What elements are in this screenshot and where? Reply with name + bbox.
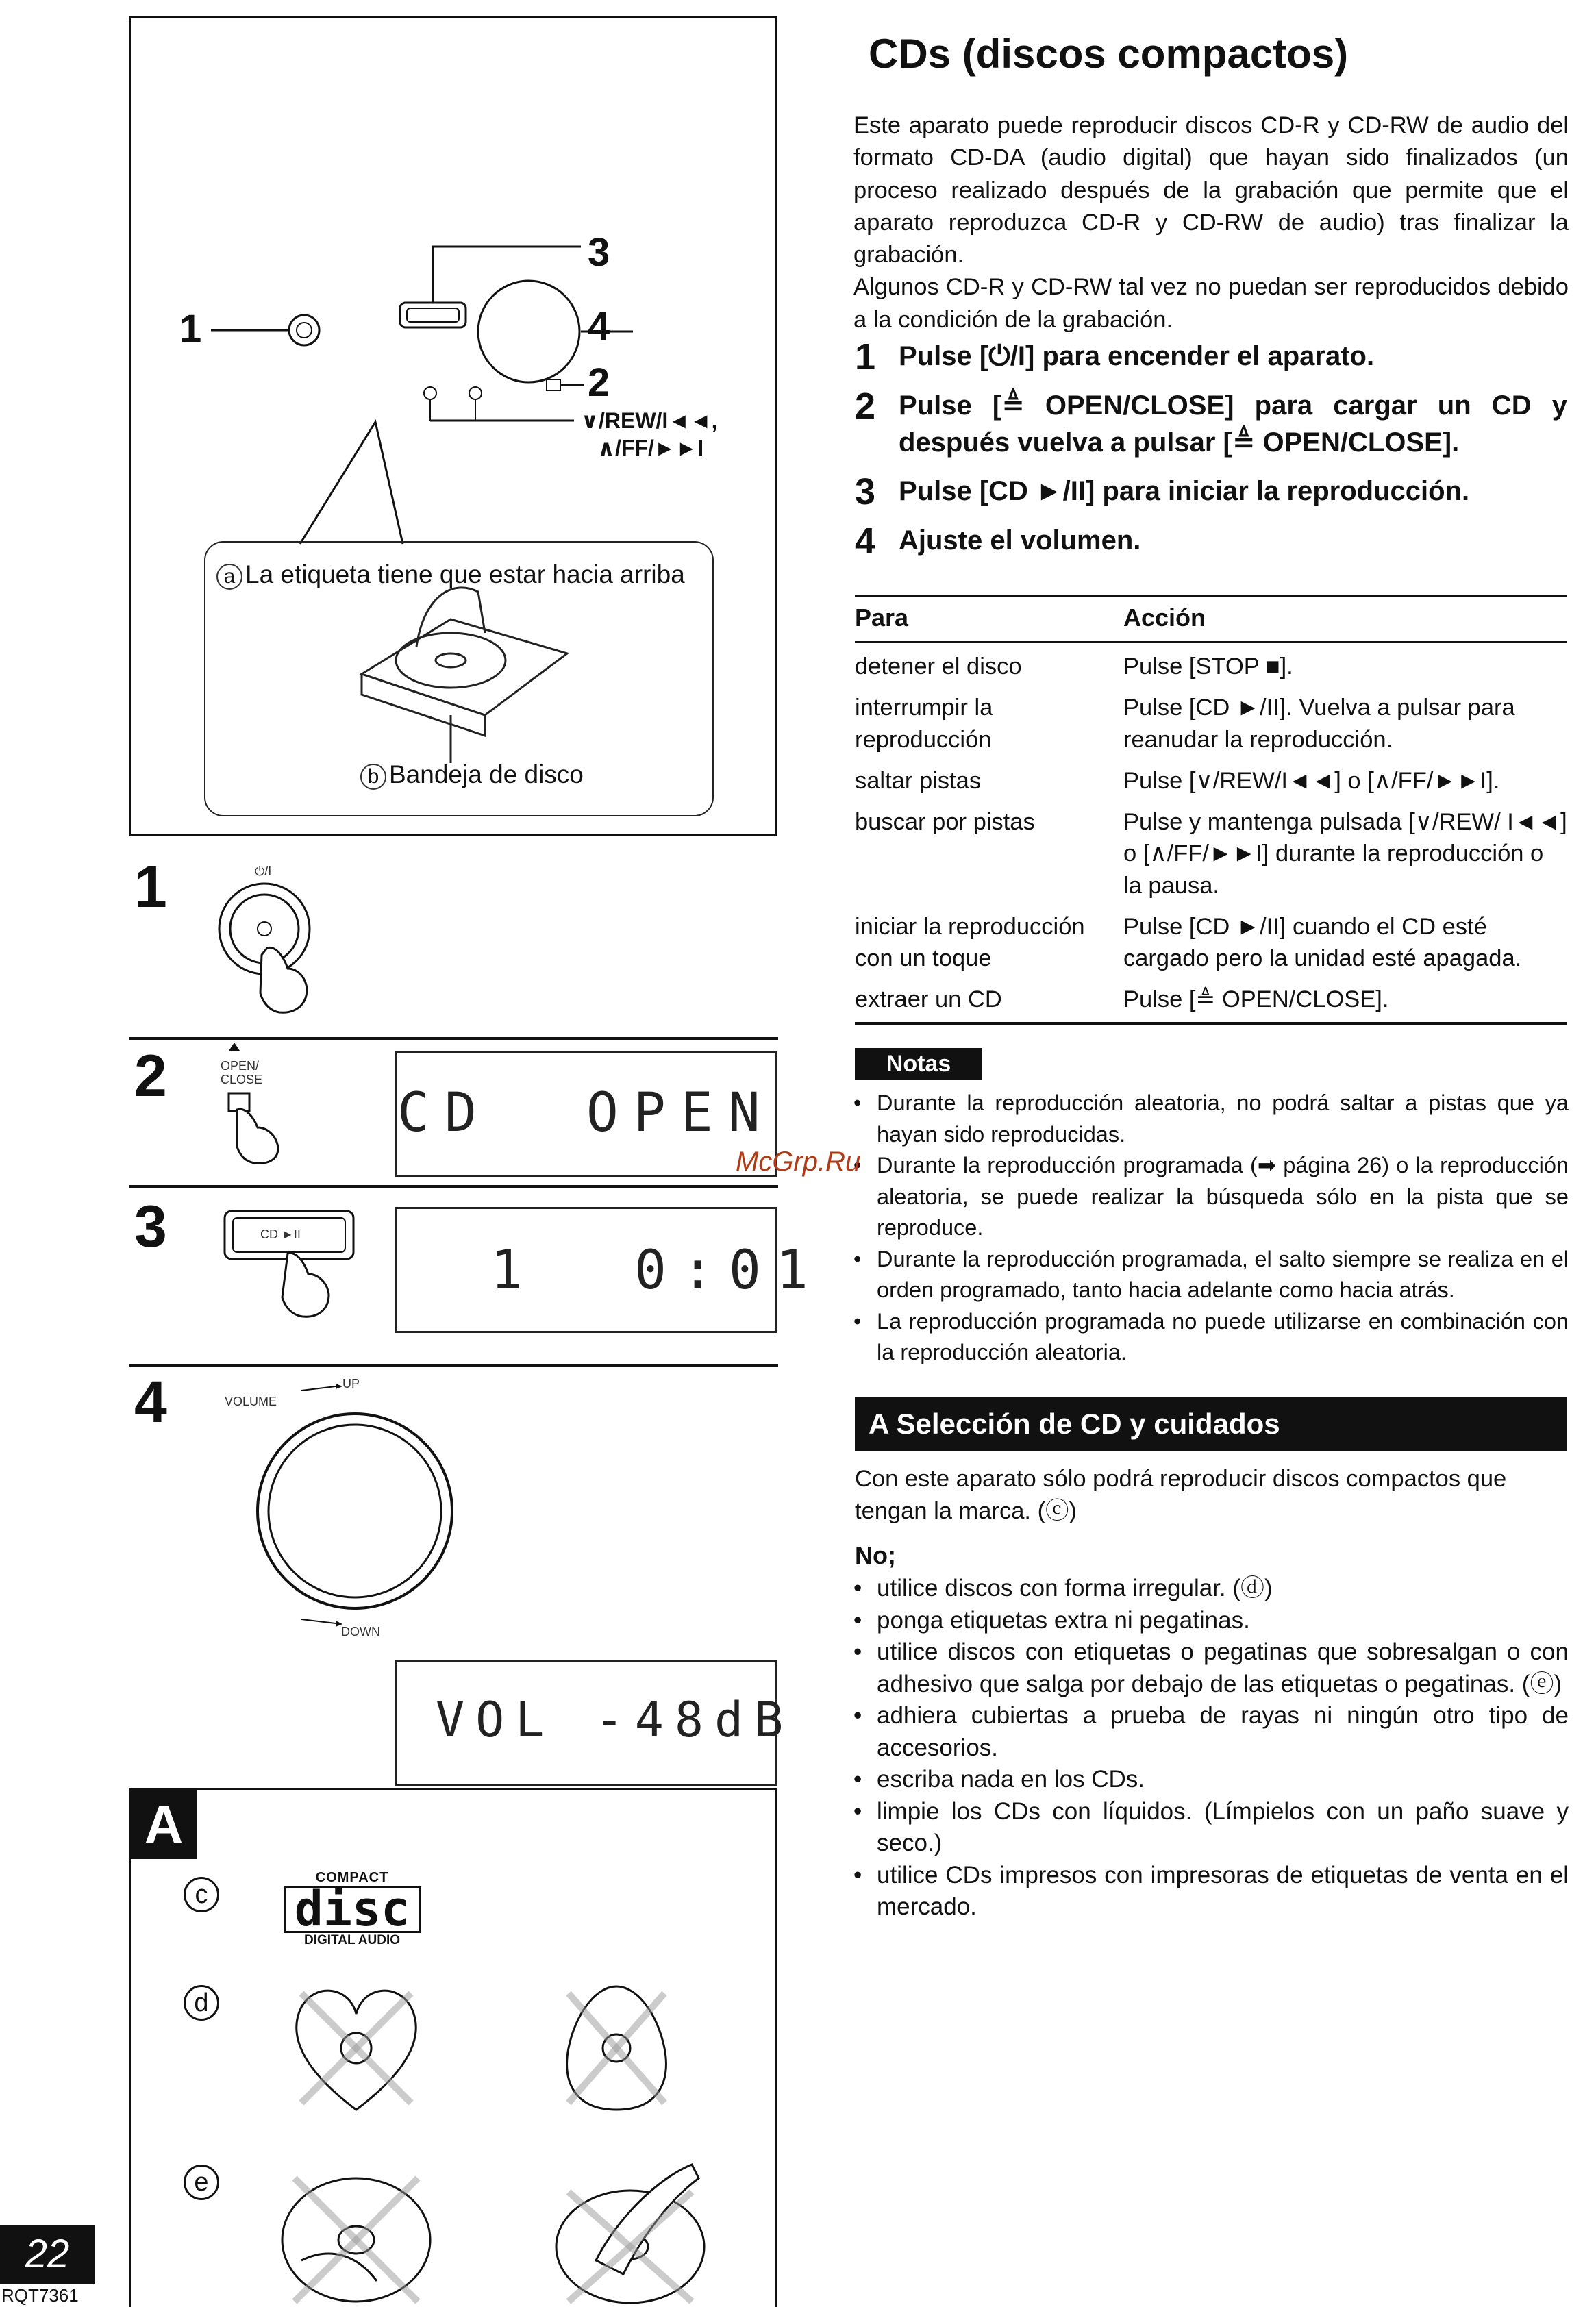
- page-title: CDs (discos compactos): [869, 31, 1349, 77]
- nota-item: • Durante la reproducción programada, el salto siempre se realiza en el orden programado, tanto hacia adelante como hacia atrás.: [852, 1244, 1569, 1306]
- row-para: iniciar la reproducción con un toque: [855, 913, 1085, 971]
- section-a-list: [852, 1573, 1569, 1923]
- step-1-text: Pulse [⏻/I] para encender el aparato.: [899, 341, 1375, 371]
- irregular-discs-illustration: [274, 1973, 753, 2123]
- callout-2: 2: [588, 360, 610, 405]
- divider-step2: [129, 1037, 778, 1040]
- section-a-item: • utilice discos con forma irregular. (ⓓ): [852, 1573, 1569, 1605]
- section-a-heading: A Selección de CD y cuidados: [855, 1397, 1567, 1451]
- table-row: [855, 981, 1567, 1022]
- volume-up-label: UP: [342, 1377, 360, 1391]
- notas-label: Notas: [855, 1048, 982, 1080]
- intro-paragraph-1: Este aparato puede reproducir discos CD-R y CD-RW de audio del formato CD-DA (audio digital) que hayan sido finalizados (un proceso realizado después de la grabación que permite que el aparato reproduzca CD-R y CD-RW de audio) tras finalizar la grabación.: [853, 112, 1569, 268]
- volume-label: VOLUME: [225, 1395, 277, 1408]
- step-1: [855, 338, 1567, 375]
- divider-step4: [129, 1364, 778, 1367]
- note-tray-text: Bandeja de disco: [389, 760, 584, 788]
- power-symbol-label: ⏻/I: [255, 864, 272, 878]
- volume-down-label: DOWN: [341, 1625, 380, 1638]
- action-table: [855, 597, 1567, 1022]
- step-3: [855, 471, 1567, 513]
- circled-letter-a: a: [216, 564, 242, 590]
- section-a-item: • adhiera cubiertas a prueba de rayas ni ningún otro tipo de accesorios.: [852, 1700, 1569, 1764]
- row-para: detener el disco: [855, 653, 1022, 680]
- left-step-1: 1: [134, 854, 167, 920]
- volume-knob-illustration: [233, 1377, 466, 1637]
- row-para: extraer un CD: [855, 986, 1002, 1013]
- cd-button-drawing: [547, 379, 584, 390]
- step-3-text: Pulse [CD ►/II] para iniciar la reproducción.: [899, 476, 1470, 507]
- step-2-number: 2: [855, 386, 876, 427]
- step-4: [855, 523, 1567, 560]
- nota-item: • La reproducción programada no puede utilizarse en combinación con la reproducción aleatoria.: [852, 1306, 1569, 1369]
- table-row: [855, 762, 1567, 803]
- left-step-3: 3: [134, 1194, 167, 1260]
- play-button-label: CD ►II: [260, 1227, 301, 1241]
- section-a-item: • utilice CDs impresos con impresoras de etiquetas de venta en el mercado.: [852, 1860, 1569, 1923]
- header-para: Para: [855, 597, 1123, 642]
- logo-disc: disc: [284, 1886, 421, 1933]
- step-2: [855, 388, 1567, 461]
- row-accion: Pulse [∨/REW/I◄◄] o [∧/FF/►►I].: [1123, 767, 1500, 794]
- power-button-drawing: [211, 315, 319, 345]
- logo-digital-audio: DIGITAL AUDIO: [303, 1933, 401, 1947]
- step-4-number: 4: [855, 521, 876, 562]
- model-code: RQT7361: [1, 2285, 79, 2306]
- section-a-item: • ponga etiquetas extra ni pegatinas.: [852, 1605, 1569, 1637]
- logo-compact: COMPACT: [315, 1870, 389, 1885]
- intro-paragraph-2: Algunos CD-R y CD-RW tal vez no puedan ser reproducidos debido a la condición de la grabación.: [853, 274, 1569, 333]
- header-accion: Acción: [1123, 597, 1567, 642]
- letter-d: d: [184, 1985, 219, 2021]
- skip-buttons-drawing: [424, 387, 574, 421]
- display-volume-text: VOL -48dB: [436, 1692, 795, 1748]
- intro-text: [853, 110, 1569, 336]
- display-open-text: CD OPEN: [397, 1082, 775, 1144]
- notas-list: [852, 1088, 1569, 1369]
- table-row: [855, 803, 1567, 908]
- table-row: [855, 642, 1567, 689]
- divider-step3: [129, 1185, 778, 1188]
- open-close-label-1: OPEN/: [221, 1059, 260, 1073]
- step-1-number: 1: [855, 336, 876, 377]
- letter-c: c: [184, 1877, 219, 1912]
- callout-1: 1: [179, 307, 202, 351]
- left-step-4: 4: [134, 1369, 167, 1435]
- section-a-item: • limpie los CDs con líquidos. (Límpielos con un paño suave y seco.): [852, 1796, 1569, 1860]
- circled-letter-b: b: [360, 764, 386, 790]
- action-table-wrap: [855, 595, 1567, 1025]
- section-a-item: • utilice discos con etiquetas o pegatinas que sobresalgan o con adhesivo que salga por debajo de las etiquetas o pegatinas. (ⓔ): [852, 1636, 1569, 1700]
- step-4-text: Ajuste el volumen.: [899, 525, 1141, 556]
- table-header-row: [855, 597, 1567, 642]
- power-button-illustration: [212, 880, 322, 1017]
- nota-item: • Durante la reproducción programada (➡ página 26) o la reproducción aleatoria, se puede realizar la búsqueda sólo en la pista que se reproduce.: [852, 1150, 1569, 1244]
- row-para: saltar pistas: [855, 767, 982, 794]
- watermark: McGrp.Ru: [736, 1147, 861, 1177]
- table-row: [855, 908, 1567, 981]
- row-accion: Pulse [CD ►/II]. Vuelva a pulsar para reanudar la reproducción.: [1123, 695, 1515, 753]
- steps-list: [855, 338, 1567, 560]
- callout-3: 3: [588, 230, 610, 275]
- letter-e: e: [184, 2165, 219, 2200]
- open-close-illustration: [218, 1041, 300, 1164]
- note-label-up: [216, 560, 685, 590]
- section-a-intro: Con este aparato sólo podrá reproducir discos compactos que tengan la marca. (ⓒ): [855, 1466, 1507, 1525]
- open-close-label-2: CLOSE: [221, 1073, 263, 1086]
- display-track-time: 0:01: [634, 1240, 823, 1301]
- row-accion: Pulse [CD ►/II] cuando el CD esté cargado pero la unidad esté apagada.: [1123, 913, 1522, 971]
- display-track-number: 1: [490, 1240, 538, 1301]
- step-3-number: 3: [855, 471, 876, 513]
- table-row: [855, 689, 1567, 762]
- row-accion: Pulse y mantenga pulsada [∨/REW/ I◄◄] o [∧/FF/►►I] durante la reproducción o la pausa.: [1123, 809, 1567, 899]
- play-button-illustration: [219, 1208, 356, 1325]
- note-label-up-text: La etiqueta tiene que estar hacia arriba: [245, 560, 685, 588]
- compact-disc-logo: [284, 1870, 421, 1948]
- page-number: 22: [0, 2225, 95, 2284]
- skip-label-ff: ∧/FF/►►I: [597, 436, 704, 460]
- skip-label-rew: ∨/REW/I◄◄,: [581, 408, 718, 433]
- row-accion: Pulse [≜ OPEN/CLOSE].: [1123, 986, 1389, 1013]
- section-a-no-label: No;: [855, 1541, 896, 1569]
- callout-4: 4: [588, 304, 610, 349]
- row-para: interrumpir la reproducción: [855, 695, 993, 753]
- figure-a-badge: A: [130, 1789, 197, 1859]
- row-accion: Pulse [STOP ■].: [1123, 653, 1293, 680]
- row-para: buscar por pistas: [855, 809, 1035, 836]
- step-2-text: Pulse [≜ OPEN/CLOSE] para cargar un CD y después vuelva a pulsar [≜ OPEN/CLOSE].: [899, 390, 1567, 458]
- nota-item: • Durante la reproducción aleatoria, no podrá saltar a pistas que ya hayan sido reproducidas.: [852, 1088, 1569, 1150]
- note-tray: [360, 760, 584, 790]
- left-step-2: 2: [134, 1043, 167, 1109]
- labeled-discs-illustration: [274, 2144, 753, 2307]
- section-a-item: • escriba nada en los CDs.: [852, 1764, 1569, 1796]
